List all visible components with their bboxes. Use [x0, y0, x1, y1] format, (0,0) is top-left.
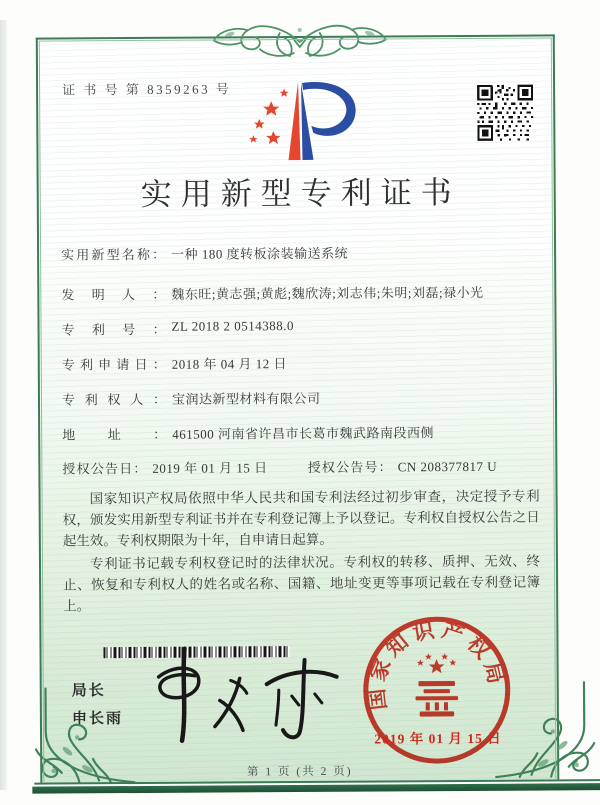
- cnipa-logo-icon: [240, 78, 366, 165]
- field-value: 461500 河南省许昌市长葛市魏武路南段西侧: [172, 425, 434, 442]
- field-label: 实用新型名称：: [61, 246, 166, 263]
- certificate-title: 实用新型专利证书: [140, 175, 461, 212]
- field-row-filing-date: [62, 352, 542, 374]
- field-value: CN 208377817 U: [397, 458, 498, 475]
- field-value: 2019 年 01 月 15 日: [152, 460, 268, 476]
- page-footer: 第 1 页 (共 2 页): [246, 765, 353, 779]
- field-value: 一种 180 度转板涂装输送系统: [171, 245, 349, 262]
- field-label: 发明人：: [61, 286, 166, 303]
- legal-paragraph-1: 国家知识产权局依照中华人民共和国专利法经过初步审查，决定授予专利权，颁发实用新型专利证书并在专利登记簿上予以登记。专利权自授权公告之日起生效。专利权期限为十年，自申请日起算。: [62, 488, 540, 549]
- field-value: 魏东旺;黄志强;黄彪;魏欣涛;刘志伟;朱明;刘磊;禄小光: [171, 284, 484, 302]
- field-row-patent-number: [61, 317, 541, 339]
- seal-text: 国家知识产权局: [364, 617, 510, 712]
- qr-code-icon: [477, 85, 533, 141]
- field-value: 2018 年 04 月 12 日: [171, 356, 288, 372]
- field-row-address: [62, 422, 542, 444]
- field-value: 宝润达新型材料有限公司: [171, 390, 321, 407]
- corner-flourish-icon: [32, 685, 141, 796]
- field-label: 授权公告日：: [62, 460, 147, 477]
- national-emblem-icon: [415, 653, 458, 717]
- certificate-sheet: [36, 34, 560, 782]
- field-label: 授权公告号：: [307, 459, 392, 475]
- top-flourish-icon: [190, 14, 410, 63]
- field-label: 专利申请日：: [61, 356, 166, 373]
- field-label: 专利号：: [61, 321, 166, 338]
- field-label: 地址：: [62, 426, 167, 443]
- signer-name: 申长雨: [71, 710, 123, 728]
- field-label: 专利权人：: [61, 391, 167, 408]
- field-value: ZL 2018 2 0514388.0: [171, 318, 294, 334]
- seal-date: 2019 年 01 月 15 日: [374, 730, 502, 747]
- field-row-patentee: [62, 387, 542, 409]
- signer-title: 局长: [71, 682, 106, 700]
- corner-flourish-icon: [490, 676, 599, 793]
- certificate-number: 证 书 号 第 8359263 号: [62, 81, 232, 98]
- field-row-name: [61, 242, 541, 264]
- legal-paragraph-2: 专利证书记载专利权登记时的法律状况。专利权的转移、质押、无效、终止、恢复和专利权人的姓名或名称、国籍、地址变更等事项记载在专利登记簿上。: [63, 553, 541, 614]
- signature-icon: [146, 644, 347, 745]
- field-row-grant: [62, 456, 542, 478]
- legal-text: [63, 486, 541, 619]
- field-row-inventors: [61, 282, 541, 304]
